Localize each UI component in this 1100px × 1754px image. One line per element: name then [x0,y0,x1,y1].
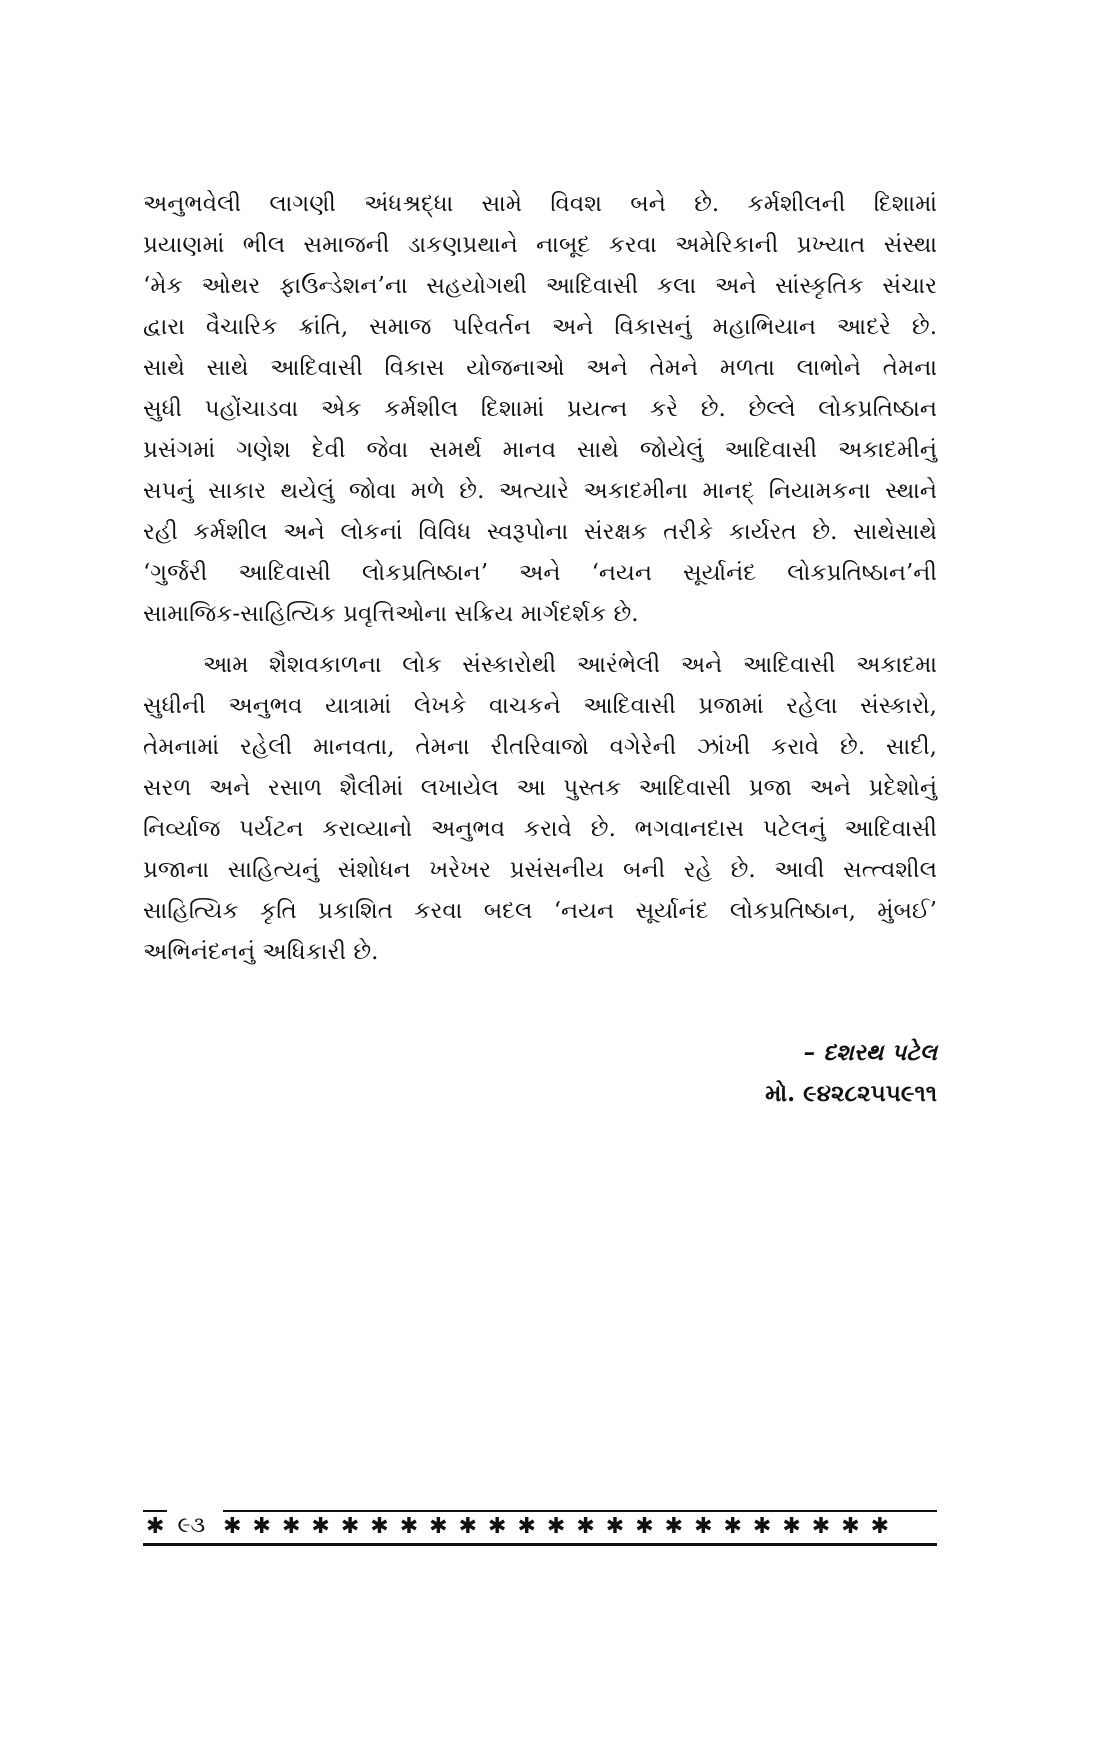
text-line: સામાજિક-સાહિત્યિક પ્રવૃત્તિઓના સક્રિય માર્ગદર્શક છે. [143,601,639,627]
text-line: સપનું સાકાર થયેલું જોવા મળે છે. અત્યારે અકાદમીના માનદ્ નિયામકના સ્થાને [143,478,937,504]
footer-asterisk-icon: ✱ [143,1510,167,1542]
text-line: પ્રજાના સાહિત્યનું સંશોધન ખરેખર પ્રસંસનીય બની રહે છે. આવી સત્ત્વશીલ [143,857,937,883]
text-line: અભિનંદનનું અધિકારી છે. [143,939,379,965]
page-number: ૯૩ [177,1513,206,1538]
text-line: અનુભવેલી લાગણી અંધશ્રદ્ધા સામે વિવશ બને છે. કર્મશીલની દિશામાં [143,191,937,217]
text-line: નિર્વ્યાજ પર્યટન કરાવ્યાનો અનુભવ કરાવે છે. ભગવાનદાસ પટેલનું આદિવાસી [143,816,937,842]
author-phone: મો. ૯૪૨૮૨૫૫૯૧૧ [765,1080,937,1107]
footer-ornament-row: ✱✱✱✱✱✱✱✱✱✱✱✱✱✱✱✱✱✱✱✱✱✱✱ [223,1510,937,1542]
text-line: આમ શૈશવકાળના લોક સંસ્કારોથી આરંભેલી અને આદિવાસી અકાદમા [203,652,937,678]
text-line: સુધી પહોંચાડવા એક કર્મશીલ દિશામાં પ્રયત્ન કરે છે. છેલ્લે લોકપ્રતિષ્ઠાન [143,396,937,422]
text-line: પ્રસંગમાં ગણેશ દેવી જેવા સમર્થ માનવ સાથે જોયેલું આદિવાસી અકાદમીનું [143,437,937,463]
paragraph-1 [143,184,937,635]
text-line: સરળ અને રસાળ શૈલીમાં લખાયેલ આ પુસ્તક આદિવાસી પ્રજા અને પ્રદેશોનું [143,775,937,801]
paragraph-2 [143,645,937,973]
text-line: સુધીની અનુભવ યાત્રામાં લેખકે વાચકને આદિવાસી પ્રજામાં રહેલા સંસ્કારો, [143,693,937,719]
author-signature: – દશરથ પટેલ [803,1039,937,1066]
body-text [143,184,937,1114]
page-footer [143,1509,937,1546]
signature-block [143,1032,937,1114]
text-line: સાથે સાથે આદિવાસી વિકાસ યોજનાઓ અને તેમને મળતા લાભોને તેમના [143,355,937,381]
text-line: દ્વારા વૈચારિક ક્રાંતિ, સમાજ પરિવર્તન અને વિકાસનું મહાભિયાન આદરે છે. [143,314,937,340]
text-line: તેમનામાં રહેલી માનવતા, તેમના રીતરિવાજો વગેરેની ઝાંખી કરાવે છે. સાદી, [143,734,937,760]
text-line: રહી કર્મશીલ અને લોકનાં વિવિધ સ્વરૂપોના સંરક્ષક તરીકે કાર્યરત છે. સાથેસાથે [143,519,937,545]
text-line: સાહિત્યિક કૃતિ પ્રકાશિત કરવા બદલ ‘નયન સૂર્યાનંદ લોકપ્રતિષ્ઠાન, મુંબઈ’ [143,898,937,924]
text-line: ‘મેક ઓથર ફાઉન્ડેશન’ના સહયોગથી આદિવાસી કલા અને સાંસ્કૃતિક સંચાર [143,273,937,299]
text-line: પ્રયાણમાં ભીલ સમાજની ડાકણપ્રથાને નાબૂદ કરવા અમેરિકાની પ્રખ્યાત સંસ્થા [143,232,937,258]
text-line: ‘ગુર્જરી આદિવાસી લોકપ્રતિષ્ઠાન’ અને ‘નયન સૂર્યાનંદ લોકપ્રતિષ્ઠાન’ની [143,560,937,586]
